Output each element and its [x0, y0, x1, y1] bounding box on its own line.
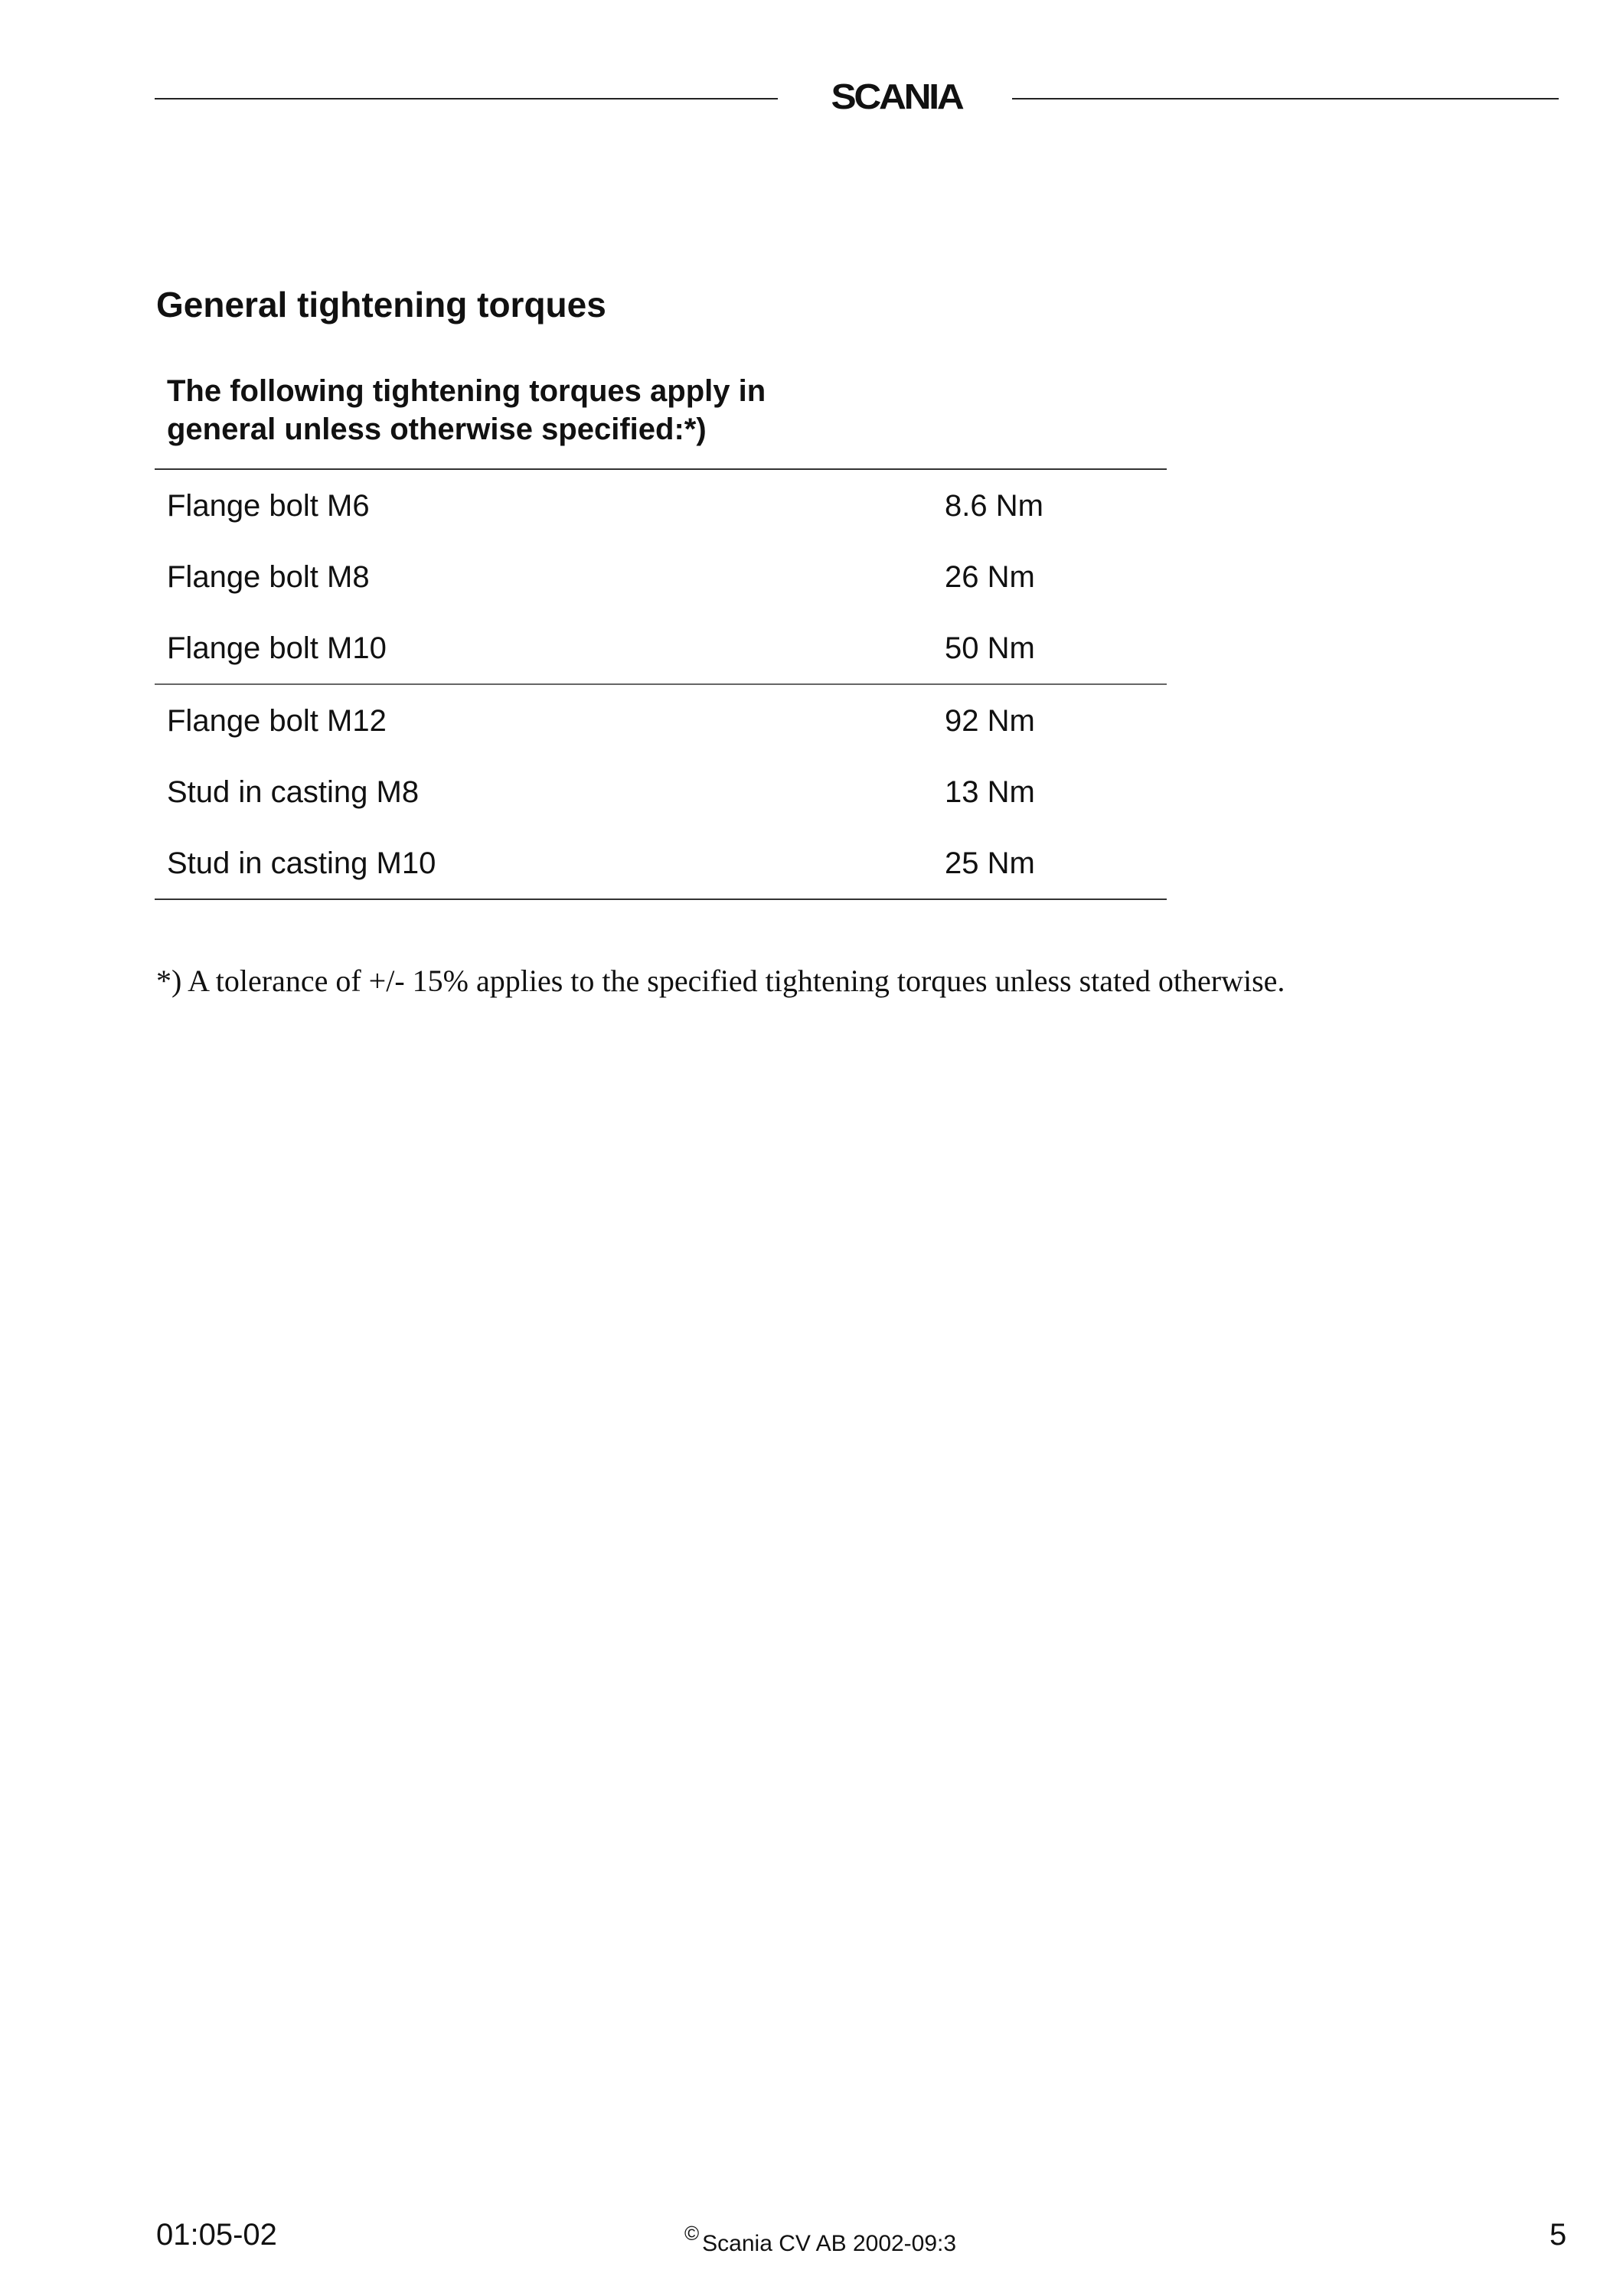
row-label: Flange bolt M12 [167, 703, 387, 738]
table-intro [167, 372, 902, 448]
header-rule-right [1012, 98, 1559, 99]
table-row [155, 683, 1167, 756]
row-value: 8.6 Nm [945, 488, 1043, 523]
copyright-notice [684, 2218, 956, 2259]
copyright-symbol: © [684, 2222, 700, 2245]
table-row [155, 827, 1167, 899]
table-row [155, 470, 1167, 541]
row-label: Flange bolt M10 [167, 631, 387, 665]
page-title: General tightening torques [156, 285, 606, 325]
torque-table [155, 468, 1167, 900]
row-value: 13 Nm [945, 775, 1035, 809]
row-label: Flange bolt M6 [167, 488, 370, 523]
row-label: Stud in casting M10 [167, 846, 436, 880]
table-intro-line-2: general unless otherwise specified:*) [167, 413, 707, 446]
row-label: Flange bolt M8 [167, 559, 370, 594]
copyright-text: Scania CV AB 2002-09:3 [702, 2231, 957, 2256]
row-value: 25 Nm [945, 846, 1035, 880]
row-value: 92 Nm [945, 703, 1035, 738]
table-row [155, 541, 1167, 612]
header-rule-left [155, 98, 778, 99]
scania-logo: SCANIA [831, 77, 962, 116]
row-label: Stud in casting M8 [167, 775, 420, 809]
document-number: 01:05-02 [156, 2218, 277, 2252]
page-number: 5 [1550, 2218, 1567, 2252]
row-value: 50 Nm [945, 631, 1035, 665]
row-value: 26 Nm [945, 559, 1035, 594]
table-row [155, 612, 1167, 683]
table-intro-line-1: The following tightening torques apply in [167, 374, 766, 408]
table-row [155, 756, 1167, 827]
tolerance-footnote: *) A tolerance of +/- 15% applies to the specified tightening torques unless stated otherwise. [156, 964, 1285, 998]
